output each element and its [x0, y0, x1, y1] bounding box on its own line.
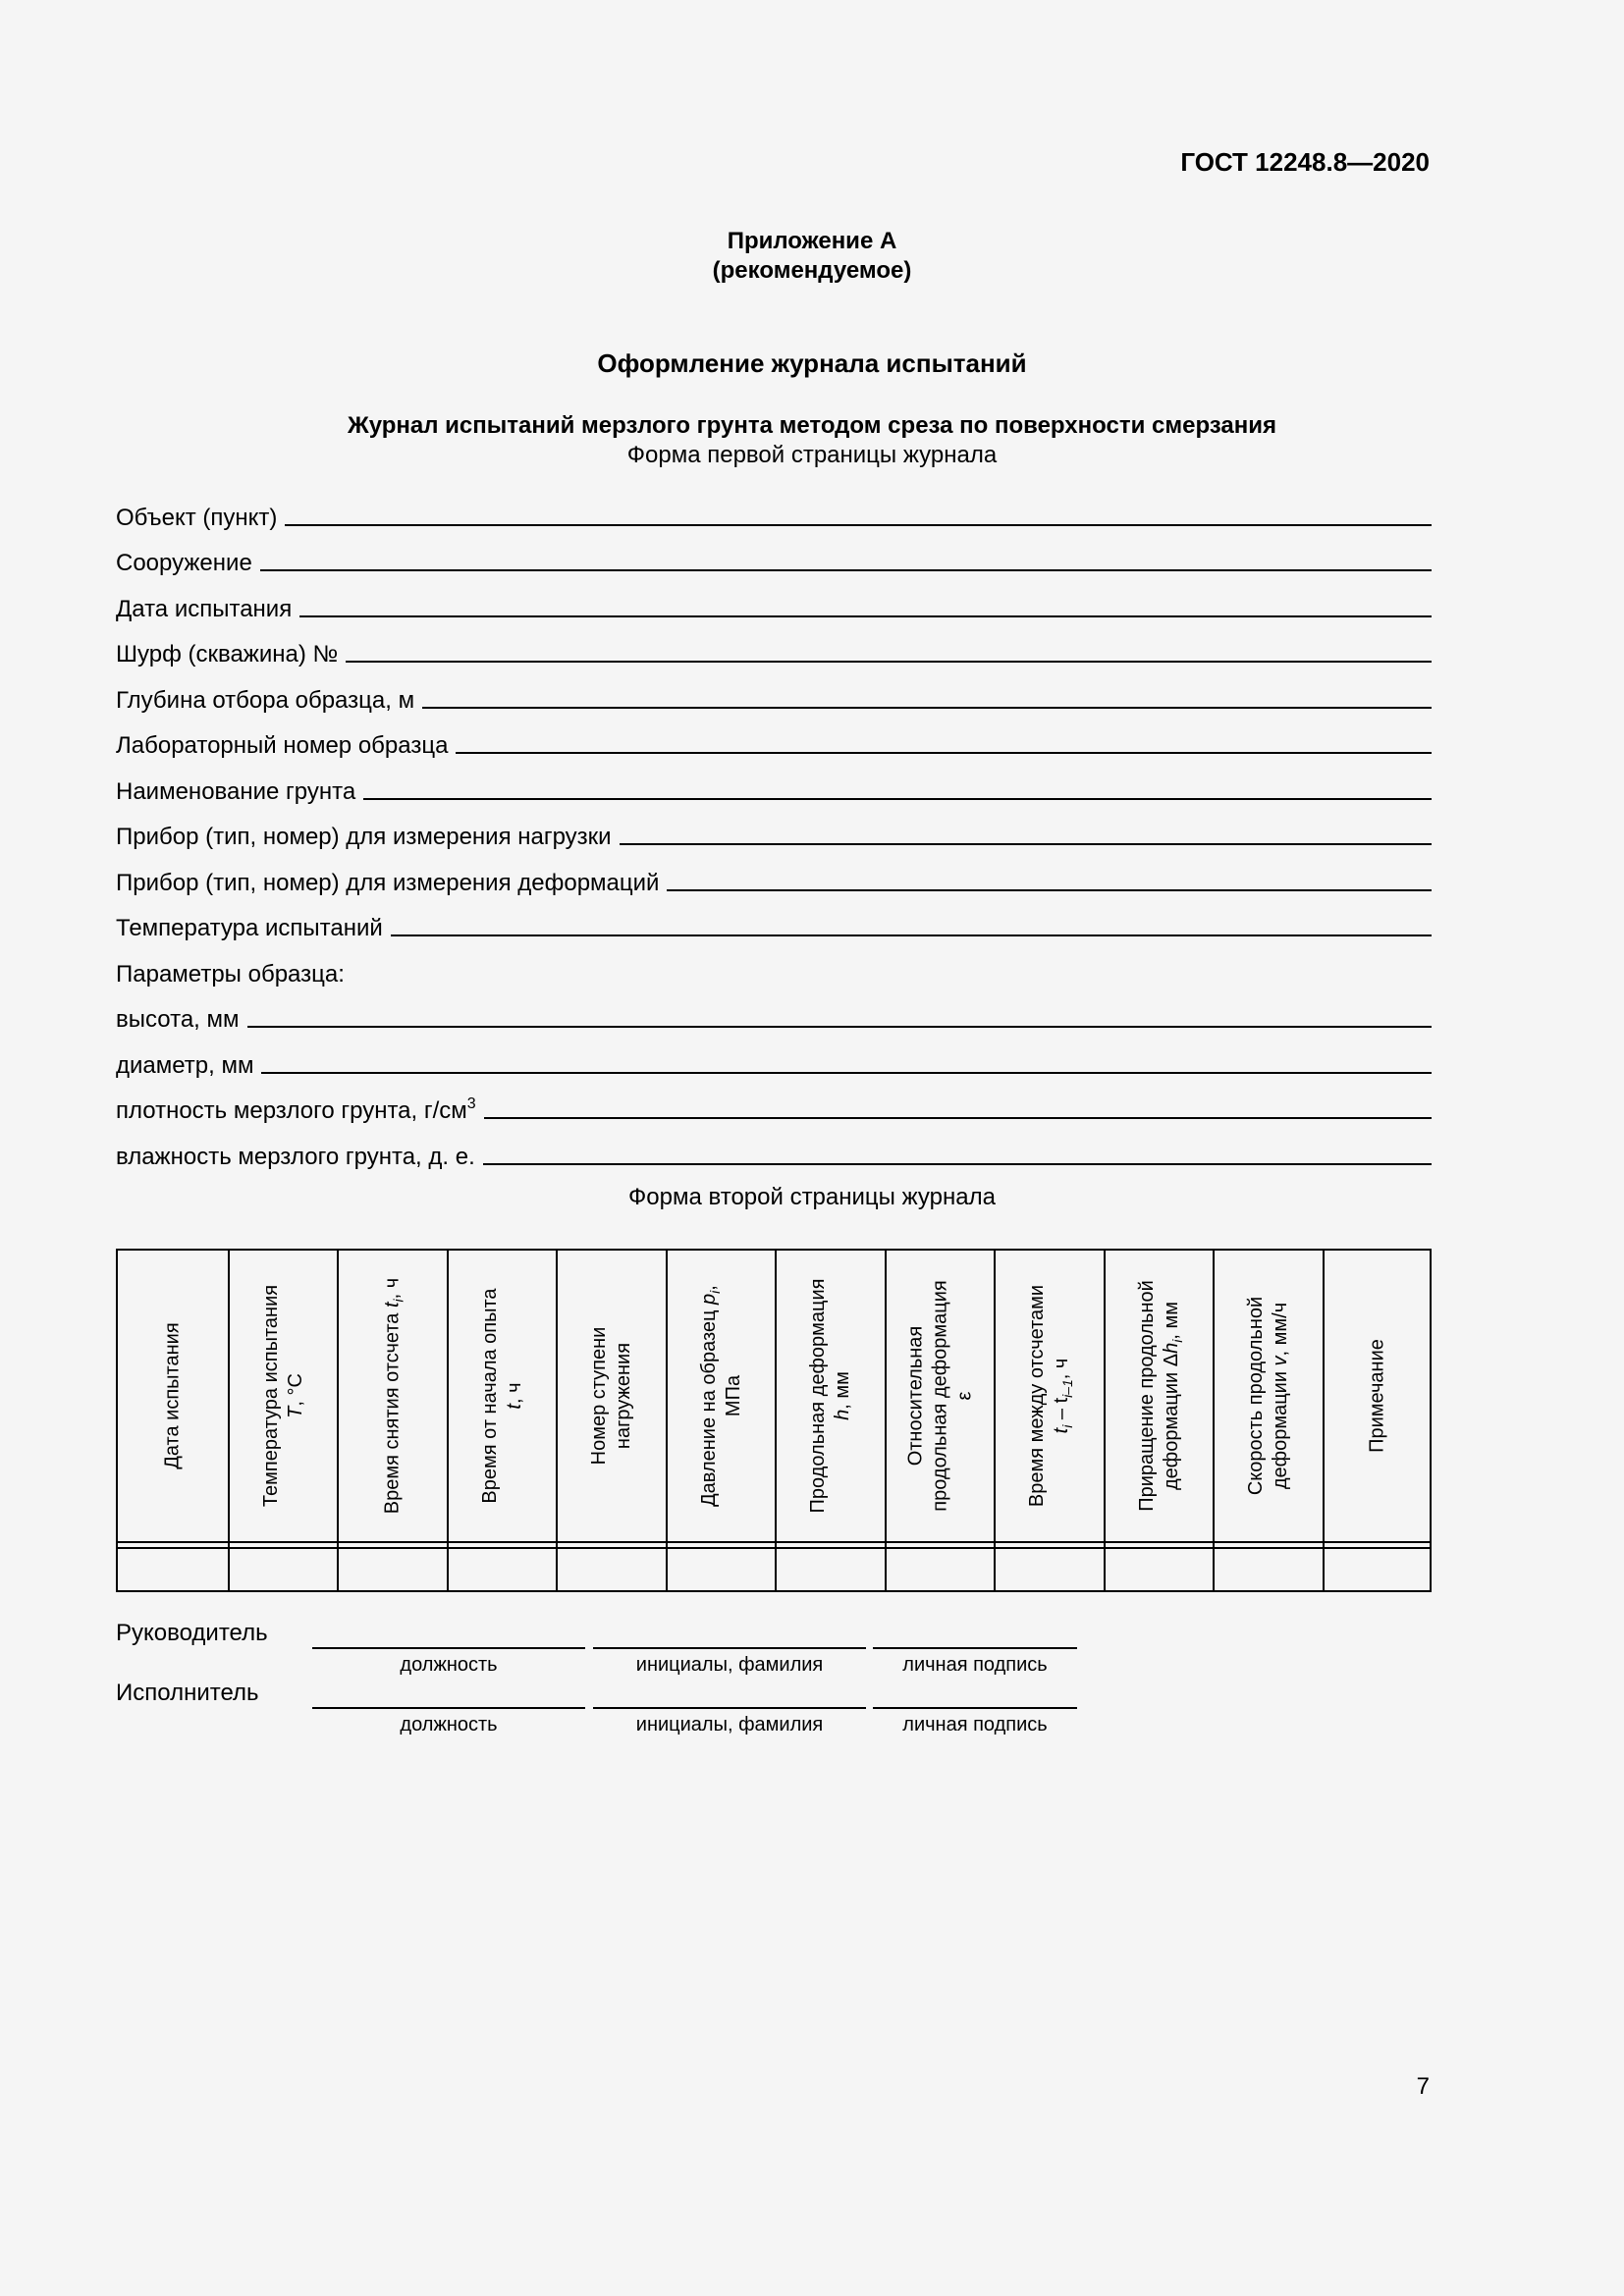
- table-column: [775, 1251, 885, 1590]
- fill-line[interactable]: [391, 934, 1432, 936]
- column-header: Приращение продольной деформации $\Delta h_i$, мм: [1135, 1280, 1185, 1512]
- column-header: Относительная продольная деформация ε: [904, 1280, 975, 1512]
- field-sample-params: [116, 957, 1432, 988]
- fill-line[interactable]: [484, 1117, 1432, 1119]
- table-column: [228, 1251, 337, 1590]
- signature-line-sign[interactable]: [873, 1647, 1077, 1649]
- field-label: Шурф (скважина) №: [116, 641, 339, 667]
- field-moisture: [116, 1140, 1432, 1171]
- fill-line[interactable]: [667, 889, 1432, 891]
- field-label: Объект (пункт): [116, 505, 278, 531]
- caption-position: должность: [400, 1654, 498, 1676]
- fill-line[interactable]: [483, 1163, 1432, 1165]
- field-label: высота, мм: [116, 1006, 240, 1033]
- form1-caption: Форма первой страницы журнала: [626, 442, 998, 468]
- field-test-temperature: [116, 911, 1432, 942]
- appendix-title: Приложение А: [727, 228, 897, 254]
- field-label: влажность мерзлого грунта, д. е.: [116, 1144, 475, 1170]
- form2-caption: Форма второй страницы журнала: [628, 1184, 996, 1210]
- caption-name: инициалы, фамилия: [635, 1714, 824, 1735]
- fill-line[interactable]: [260, 569, 1432, 571]
- caption-signature: личная подпись: [902, 1714, 1048, 1735]
- section-title: Оформление журнала испытаний: [597, 348, 1027, 378]
- table-column: [337, 1251, 447, 1590]
- column-header: Давление на образец $p_i$, МПа: [697, 1285, 744, 1507]
- signature-label-head: Руководитель: [116, 1620, 268, 1646]
- field-height: [116, 1002, 1432, 1034]
- table-column: [118, 1251, 228, 1590]
- field-lab-number: [116, 728, 1432, 760]
- journal-title: Журнал испытаний мерзлого грунта методом среза по поверхности смерзания: [348, 412, 1276, 439]
- field-diameter: [116, 1048, 1432, 1080]
- field-density: [116, 1094, 1432, 1125]
- appendix-subtitle: (рекомендуемое): [712, 257, 912, 284]
- table-column: [1323, 1251, 1430, 1590]
- fill-line[interactable]: [363, 798, 1432, 800]
- fill-line[interactable]: [285, 524, 1432, 526]
- field-label: Температура испытаний: [116, 915, 383, 941]
- signature-line-name[interactable]: [593, 1707, 866, 1709]
- field-label: Прибор (тип, номер) для измерения нагрузки: [116, 824, 612, 850]
- caption-signature: личная подпись: [902, 1654, 1048, 1676]
- column-header: Продольная деформация h, мм: [807, 1278, 853, 1514]
- field-label: Дата испытания: [116, 596, 293, 622]
- fill-line[interactable]: [247, 1026, 1433, 1028]
- table-column: [666, 1251, 775, 1590]
- fill-line[interactable]: [620, 843, 1432, 845]
- field-object: [116, 501, 1432, 532]
- field-label: Параметры образца:: [116, 961, 345, 988]
- field-label: диаметр, мм: [116, 1052, 254, 1079]
- column-header: Примечание: [1366, 1339, 1387, 1453]
- table-column: [556, 1251, 666, 1590]
- field-sample-depth: [116, 683, 1432, 715]
- column-header: Номер ступени нагружения: [588, 1326, 634, 1466]
- table-column: [447, 1251, 556, 1590]
- header-separator: [118, 1541, 1430, 1543]
- field-load-device: [116, 820, 1432, 851]
- header-separator: [118, 1547, 1430, 1549]
- field-label: Наименование грунта: [116, 778, 356, 805]
- signature-label-executor: Исполнитель: [116, 1680, 259, 1706]
- column-header: Время от начала опыта t, ч: [478, 1288, 525, 1504]
- table-column: [1104, 1251, 1213, 1590]
- column-header: Температура испытания T, °C: [259, 1284, 306, 1508]
- field-pit: [116, 637, 1432, 668]
- signature-line-sign[interactable]: [873, 1707, 1077, 1709]
- column-header: Дата испытания: [161, 1322, 184, 1469]
- field-test-date: [116, 592, 1432, 623]
- field-label: Глубина отбора образца, м: [116, 687, 415, 714]
- column-header: Время между отсчетами $t_i - t_{i-1}$, ч: [1026, 1284, 1075, 1508]
- fill-line[interactable]: [261, 1072, 1432, 1074]
- caption-name: инициалы, фамилия: [635, 1654, 824, 1676]
- signature-line-position[interactable]: [312, 1647, 585, 1649]
- field-label: Лабораторный номер образца: [116, 732, 449, 759]
- page-number: 7: [1416, 2073, 1430, 2100]
- fill-line[interactable]: [346, 661, 1432, 663]
- field-label: плотность мерзлого грунта, $г/см^3$: [116, 1095, 476, 1124]
- signature-line-position[interactable]: [312, 1707, 585, 1709]
- column-header: Время снятия отсчета $t_i$, ч: [381, 1277, 406, 1515]
- table-column: [1213, 1251, 1323, 1590]
- field-label: Сооружение: [116, 550, 252, 576]
- fill-line[interactable]: [299, 615, 1432, 617]
- standard-number: ГОСТ 12248.8—2020: [1180, 147, 1430, 177]
- table-column: [885, 1251, 994, 1590]
- field-label: Прибор (тип, номер) для измерения деформаций: [116, 870, 660, 896]
- field-structure: [116, 546, 1432, 577]
- table-column: [994, 1251, 1104, 1590]
- field-soil-name: [116, 774, 1432, 806]
- column-header: Скорость продольной деформации v, мм/ч: [1245, 1296, 1291, 1496]
- caption-position: должность: [400, 1714, 498, 1735]
- field-deformation-device: [116, 866, 1432, 897]
- journal-table: [116, 1249, 1432, 1592]
- fill-line[interactable]: [456, 752, 1432, 754]
- signature-line-name[interactable]: [593, 1647, 866, 1649]
- fill-line[interactable]: [422, 707, 1432, 709]
